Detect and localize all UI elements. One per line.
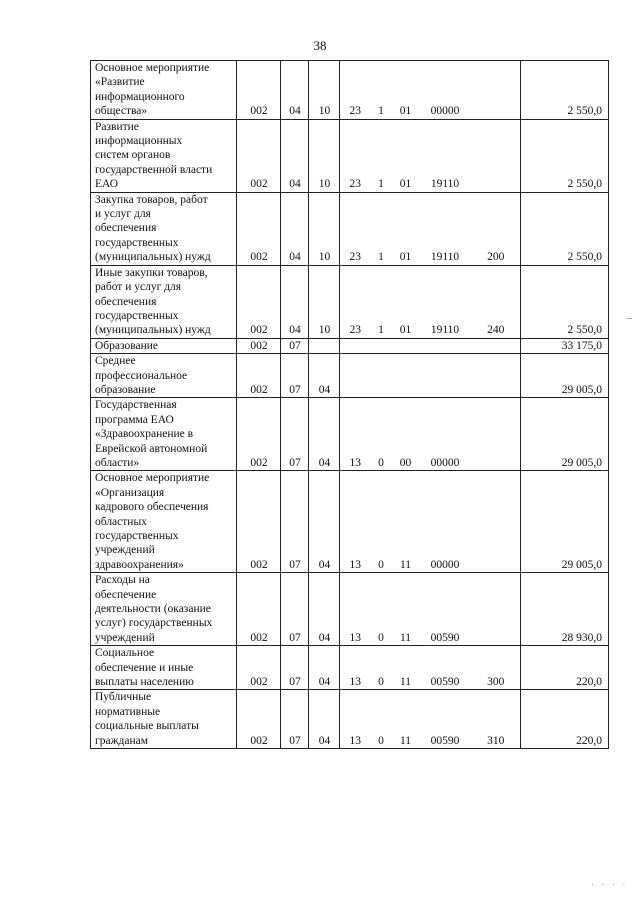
expense-type-cell: 240 <box>471 265 521 338</box>
amount-cell: 33 175,0 <box>521 338 609 353</box>
section-code-cell: 07 <box>281 398 309 471</box>
program-code-cell: 13 <box>340 573 370 646</box>
program-code-cell: 23 <box>340 265 370 338</box>
activity-code-cell: 01 <box>399 251 412 264</box>
section-code-cell: 07 <box>281 646 309 690</box>
subsection-code-cell: 04 <box>309 646 340 690</box>
ministry-code-cell: 002 <box>237 646 281 690</box>
direction-code-cell: 00590 <box>430 676 460 689</box>
activity-code-cell: 11 <box>399 734 412 747</box>
ministry-code-cell: 002 <box>237 192 281 265</box>
subprogram-code-cell: 0 <box>378 631 384 644</box>
expense-type-cell <box>471 354 521 398</box>
activity-code-cell <box>392 354 419 398</box>
subsection-code-cell: 04 <box>309 354 340 398</box>
activity-code-cell: 00 <box>399 456 412 469</box>
direction-code-cell <box>419 338 471 353</box>
table-row <box>91 354 609 398</box>
subprogram-code-cell: 1 <box>378 324 384 337</box>
subsection-code-cell: 10 <box>309 61 340 120</box>
table-row <box>91 573 609 646</box>
ministry-code-cell: 002 <box>237 573 281 646</box>
expense-type-cell <box>471 61 521 120</box>
ministry-code-cell: 002 <box>237 338 281 353</box>
program-code-cell: 13 <box>340 646 370 690</box>
program-code-cell <box>340 354 370 398</box>
subprogram-code-cell: 0 <box>378 676 384 689</box>
subprogram-code-cell: 1 <box>378 251 384 264</box>
amount-cell: 2 550,0 <box>521 61 609 120</box>
subprogram-code-cell <box>370 354 392 398</box>
subprogram-code-cell <box>370 338 392 353</box>
program-code-cell: 23 <box>340 119 370 192</box>
subprogram-code-cell: 1 <box>378 178 384 191</box>
subprogram-code-cell: 0 <box>378 734 384 747</box>
table-row <box>91 265 609 338</box>
amount-cell: 29 005,0 <box>521 354 609 398</box>
direction-code-cell: 00590 <box>430 631 460 644</box>
table-row <box>91 119 609 192</box>
row-name-cell: Иные закупки товаров, работ и услуг для обеспечения государственных (муниципальных) нужд <box>91 265 237 338</box>
subsection-code-cell: 04 <box>309 573 340 646</box>
ministry-code-cell: 002 <box>237 398 281 471</box>
amount-cell: 29 005,0 <box>521 398 609 471</box>
section-code-cell: 04 <box>281 192 309 265</box>
direction-code-cell: 00000 <box>430 456 460 469</box>
scan-mark <box>627 318 632 319</box>
table-row <box>91 61 609 120</box>
program-code-cell: 13 <box>340 398 370 471</box>
activity-code-cell: 01 <box>399 105 412 118</box>
row-name-cell: Публичные нормативные социальные выплаты гражданам <box>91 690 237 749</box>
program-code-cell: 23 <box>340 192 370 265</box>
section-code-cell: 07 <box>281 338 309 353</box>
row-name-cell: Государственная программа ЕАО «Здравоохранение в Еврейской автономной области» <box>91 398 237 471</box>
direction-code-cell: 19110 <box>430 324 460 337</box>
subsection-code-cell: 04 <box>309 471 340 573</box>
amount-cell: 2 550,0 <box>521 265 609 338</box>
section-code-cell: 07 <box>281 690 309 749</box>
row-name-cell: Среднее профессиональное образование <box>91 354 237 398</box>
expense-type-cell <box>471 471 521 573</box>
activity-code-cell <box>392 338 419 353</box>
activity-code-cell: 01 <box>399 178 412 191</box>
expense-type-cell <box>471 398 521 471</box>
program-code-cell: 13 <box>340 690 370 749</box>
table-row <box>91 690 609 749</box>
subsection-code-cell: 10 <box>309 265 340 338</box>
row-name-cell: Социальное обеспечение и иные выплаты населению <box>91 646 237 690</box>
ministry-code-cell: 002 <box>237 690 281 749</box>
expense-type-cell: 310 <box>471 690 521 749</box>
subsection-code-cell: 10 <box>309 119 340 192</box>
table-row <box>91 646 609 690</box>
table-row <box>91 471 609 573</box>
amount-cell: 29 005,0 <box>521 471 609 573</box>
subprogram-code-cell: 1 <box>378 105 384 118</box>
direction-code-cell: 19110 <box>430 178 460 191</box>
program-code-cell <box>340 338 370 353</box>
amount-cell: 2 550,0 <box>521 119 609 192</box>
direction-code-cell <box>419 354 471 398</box>
amount-cell: 28 930,0 <box>521 573 609 646</box>
table-row <box>91 398 609 471</box>
section-code-cell: 04 <box>281 119 309 192</box>
table-row <box>91 192 609 265</box>
row-name-cell: Основное мероприятие «Развитие информационного общества» <box>91 61 237 120</box>
program-code-cell: 13 <box>340 471 370 573</box>
section-code-cell: 07 <box>281 471 309 573</box>
subprogram-code-cell: 0 <box>378 456 384 469</box>
section-code-cell: 04 <box>281 61 309 120</box>
ministry-code-cell: 002 <box>237 354 281 398</box>
subsection-code-cell: 04 <box>309 690 340 749</box>
program-code-cell: 23 <box>340 61 370 120</box>
subsection-code-cell: 10 <box>309 192 340 265</box>
table-row <box>91 338 609 353</box>
ministry-code-cell: 002 <box>237 471 281 573</box>
direction-code-cell: 19110 <box>430 251 460 264</box>
row-name-cell: Развитие информационных систем органов государственной власти ЕАО <box>91 119 237 192</box>
subprogram-code-cell: 0 <box>378 558 384 571</box>
subsection-code-cell: 04 <box>309 398 340 471</box>
activity-code-cell: 11 <box>399 676 412 689</box>
row-name-cell: Закупка товаров, работ и услуг для обеспечения государственных (муниципальных) нужд <box>91 192 237 265</box>
expense-type-cell: 300 <box>471 646 521 690</box>
section-code-cell: 04 <box>281 265 309 338</box>
direction-code-cell: 00000 <box>430 105 460 118</box>
ministry-code-cell: 002 <box>237 61 281 120</box>
amount-cell: 220,0 <box>521 690 609 749</box>
budget-table-body <box>91 61 609 749</box>
activity-code-cell: 11 <box>399 631 412 644</box>
activity-code-cell: 01 <box>399 324 412 337</box>
scan-dots: . . . . <box>591 877 628 887</box>
section-code-cell: 07 <box>281 573 309 646</box>
page-number: 38 <box>313 38 327 53</box>
expense-type-cell <box>471 573 521 646</box>
row-name-cell: Основное мероприятие «Организация кадрового обеспечения областных государственных учреждений здравоохранения» <box>91 471 237 573</box>
row-name-cell: Образование <box>91 338 237 353</box>
amount-cell: 2 550,0 <box>521 192 609 265</box>
expense-type-cell: 200 <box>471 192 521 265</box>
row-name-cell: Расходы на обеспечение деятельности (оказание услуг) государственных учреждений <box>91 573 237 646</box>
amount-cell: 220,0 <box>521 646 609 690</box>
section-code-cell: 07 <box>281 354 309 398</box>
direction-code-cell: 00000 <box>430 558 460 571</box>
expense-type-cell <box>471 338 521 353</box>
ministry-code-cell: 002 <box>237 265 281 338</box>
ministry-code-cell: 002 <box>237 119 281 192</box>
activity-code-cell: 11 <box>399 558 412 571</box>
subsection-code-cell <box>309 338 340 353</box>
budget-table <box>90 60 609 749</box>
expense-type-cell <box>471 119 521 192</box>
direction-code-cell: 00590 <box>430 734 460 747</box>
